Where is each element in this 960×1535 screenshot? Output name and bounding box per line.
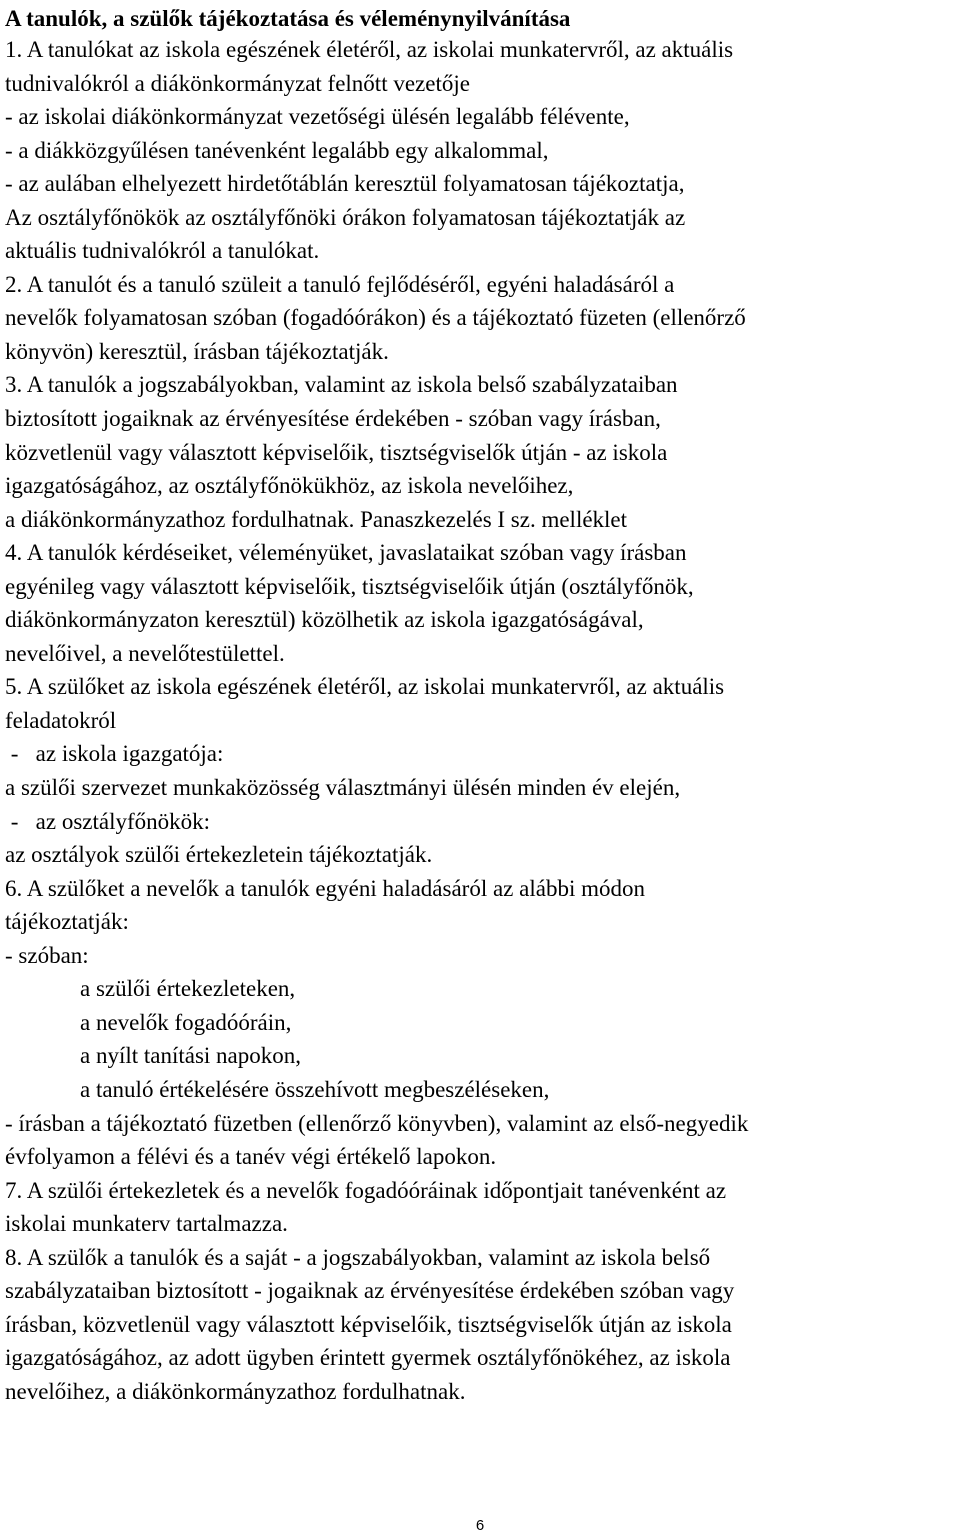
text-line: a szülői szervezet munkaközösség választmányi ülésén minden év elején, (5, 775, 681, 801)
text-line: biztosított jogaiknak az érvényesítése érdekében - szóban vagy írásban, (5, 406, 661, 432)
text-line: 7. A szülői értekezletek és a nevelők fogadóóráinak időpontjait tanévenként az (5, 1177, 727, 1203)
document-page (5, 4, 957, 1408)
text-line: egyénileg vagy választott képviselőik, tisztségviselőik útján (osztályfőnök, (5, 573, 694, 599)
text-line: 2. A tanulót és a tanuló szüleit a tanuló fejlődéséről, egyéni haladásáról a (5, 271, 675, 297)
text-line: könyvön) keresztül, írásban tájékoztatják. (5, 338, 389, 364)
text-line: nevelőivel, a nevelőtestülettel. (5, 640, 285, 666)
text-line: igazgatóságához, az osztályfőnökükhöz, az iskola nevelőihez, (5, 473, 574, 499)
document-body (5, 33, 957, 1408)
text-line: - az iskola igazgatója: (5, 741, 224, 767)
text-line: diákönkormányzaton keresztül) közölhetik az iskola igazgatóságával, (5, 607, 644, 633)
text-line: feladatokról (5, 707, 117, 733)
text-line: 8. A szülők a tanulók és a saját - a jogszabályokban, valamint az iskola belső (5, 1244, 711, 1270)
text-line: - a diákközgyűlésen tanévenként legalább egy alkalommal, (5, 137, 549, 163)
text-line: évfolyamon a félévi és a tanév végi értékelő lapokon. (5, 1144, 497, 1170)
text-line: tájékoztatják: (5, 909, 129, 935)
text-line: 4. A tanulók kérdéseiket, véleményüket, javaslataikat szóban vagy írásban (5, 540, 687, 566)
text-line: nevelők folyamatosan szóban (fogadóórákon) és a tájékoztató füzeten (ellenőrző (5, 305, 746, 331)
text-line: írásban, közvetlenül vagy választott képviselőik, tisztségviselők útján az iskola (5, 1311, 732, 1337)
text-line: - szóban: (5, 942, 89, 968)
page-number: 6 (475, 1517, 485, 1534)
text-line: szabályzataiban biztosított - jogaiknak az érvényesítése érdekében szóban vagy (5, 1278, 735, 1304)
text-line: nevelőihez, a diákönkormányzathoz fordulhatnak. (5, 1378, 466, 1404)
text-line: tudnivalókról a diákönkormányzat felnőtt vezetője (5, 70, 470, 96)
text-line: - az iskolai diákönkormányzat vezetőségi ülésén legalább félévente, (5, 104, 630, 130)
text-line: az osztályok szülői értekezletein tájékoztatják. (5, 842, 433, 868)
text-line: a diákönkormányzathoz fordulhatnak. Panaszkezelés I sz. melléklet (5, 506, 628, 532)
text-line: 3. A tanulók a jogszabályokban, valamint az iskola belső szabályzataiban (5, 372, 678, 398)
indented-text-line: a nyílt tanítási napokon, (80, 1043, 302, 1069)
text-line: 6. A szülőket a nevelők a tanulók egyéni haladásáról az alábbi módon (5, 875, 645, 901)
text-line: - írásban a tájékoztató füzetben (ellenőrző könyvben), valamint az első-negyedik (5, 1110, 749, 1136)
text-line: közvetlenül vagy választott képviselőik, tisztségviselők útján - az iskola (5, 439, 668, 465)
text-line: Az osztályfőnökök az osztályfőnöki órákon folyamatosan tájékoztatják az (5, 204, 686, 230)
text-line: aktuális tudnivalókról a tanulókat. (5, 238, 320, 264)
indented-text-line: a nevelők fogadóóráin, (80, 1009, 292, 1035)
document-title: A tanulók, a szülők tájékoztatása és véleménynyilvánítása (5, 6, 571, 31)
text-line: - az osztályfőnökök: (5, 808, 211, 834)
text-line: - az aulában elhelyezett hirdetőtáblán keresztül folyamatosan tájékoztatja, (5, 171, 685, 197)
text-line: igazgatóságához, az adott ügyben érintett gyermek osztályfőnökéhez, az iskola (5, 1345, 731, 1371)
text-line: 1. A tanulókat az iskola egészének életéről, az iskolai munkatervről, az aktuális (5, 37, 734, 62)
indented-text-line: a tanuló értékelésére összehívott megbeszéléseken, (80, 1076, 550, 1102)
text-line: iskolai munkaterv tartalmazza. (5, 1211, 288, 1237)
text-line: 5. A szülőket az iskola egészének életéről, az iskolai munkatervről, az aktuális (5, 674, 725, 700)
indented-text-line: a szülői értekezleteken, (80, 976, 296, 1002)
